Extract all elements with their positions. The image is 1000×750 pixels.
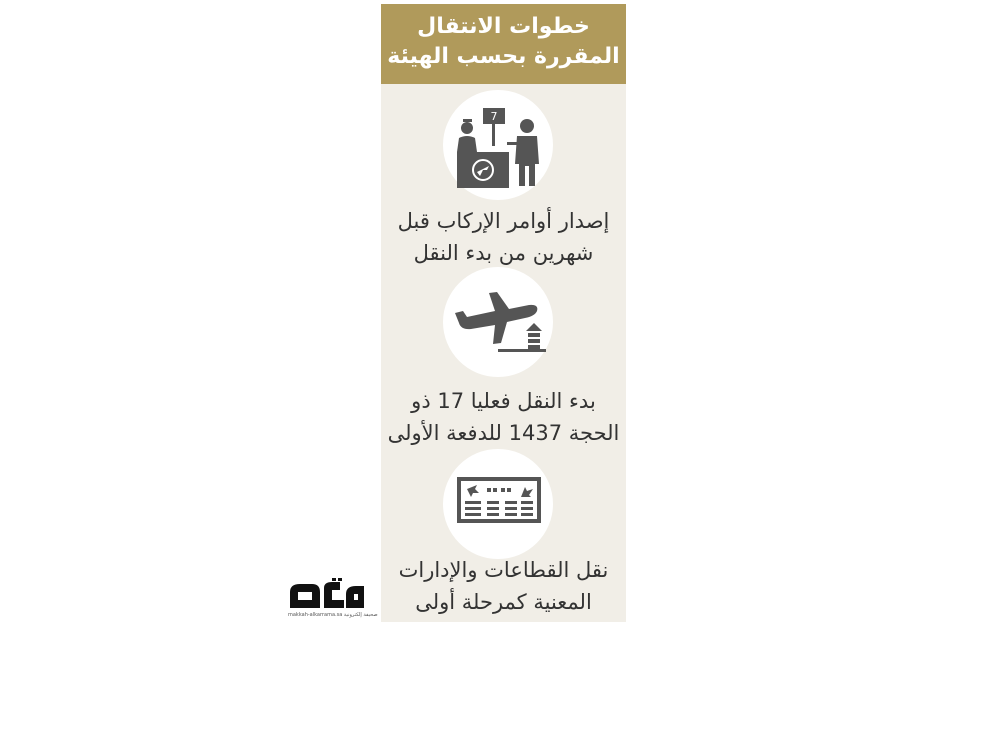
header-title-line1: خطوات الانتقال [417,14,590,39]
step-2-line2: الحجة 1437 للدفعة الأولى [387,421,620,445]
step-2-line1: بدء النقل فعليا 17 ذو [411,389,596,413]
makkah-logo-mark [286,578,368,612]
check-in-desk-icon [443,90,553,200]
makkah-newspaper-logo [286,578,378,624]
step-1-text [385,205,622,269]
step-1-line2: شهرين من بدء النقل [413,241,594,265]
step-1-icon-circle [443,90,553,200]
step-3-line2: المعنية كمرحلة أولى [415,590,592,614]
header-title-line2: المقررة بحسب الهيئة [387,44,620,69]
step-3-icon-circle [443,449,553,559]
step-2-text [385,385,622,449]
flight-board-icon [443,449,553,559]
step-3-line1: نقل القطاعات والإدارات [398,558,609,582]
logo-tagline: makkah-alkarrama.sa صحيفة إلكترونية [288,612,378,618]
airplane-takeoff-icon [443,267,553,377]
header [381,4,626,84]
infographic-panel [381,4,626,622]
svg-text:7: 7 [490,110,498,123]
step-3-text [385,554,622,618]
step-1-line1: إصدار أوامر الإركاب قبل [397,209,610,233]
step-2-icon-circle [443,267,553,377]
